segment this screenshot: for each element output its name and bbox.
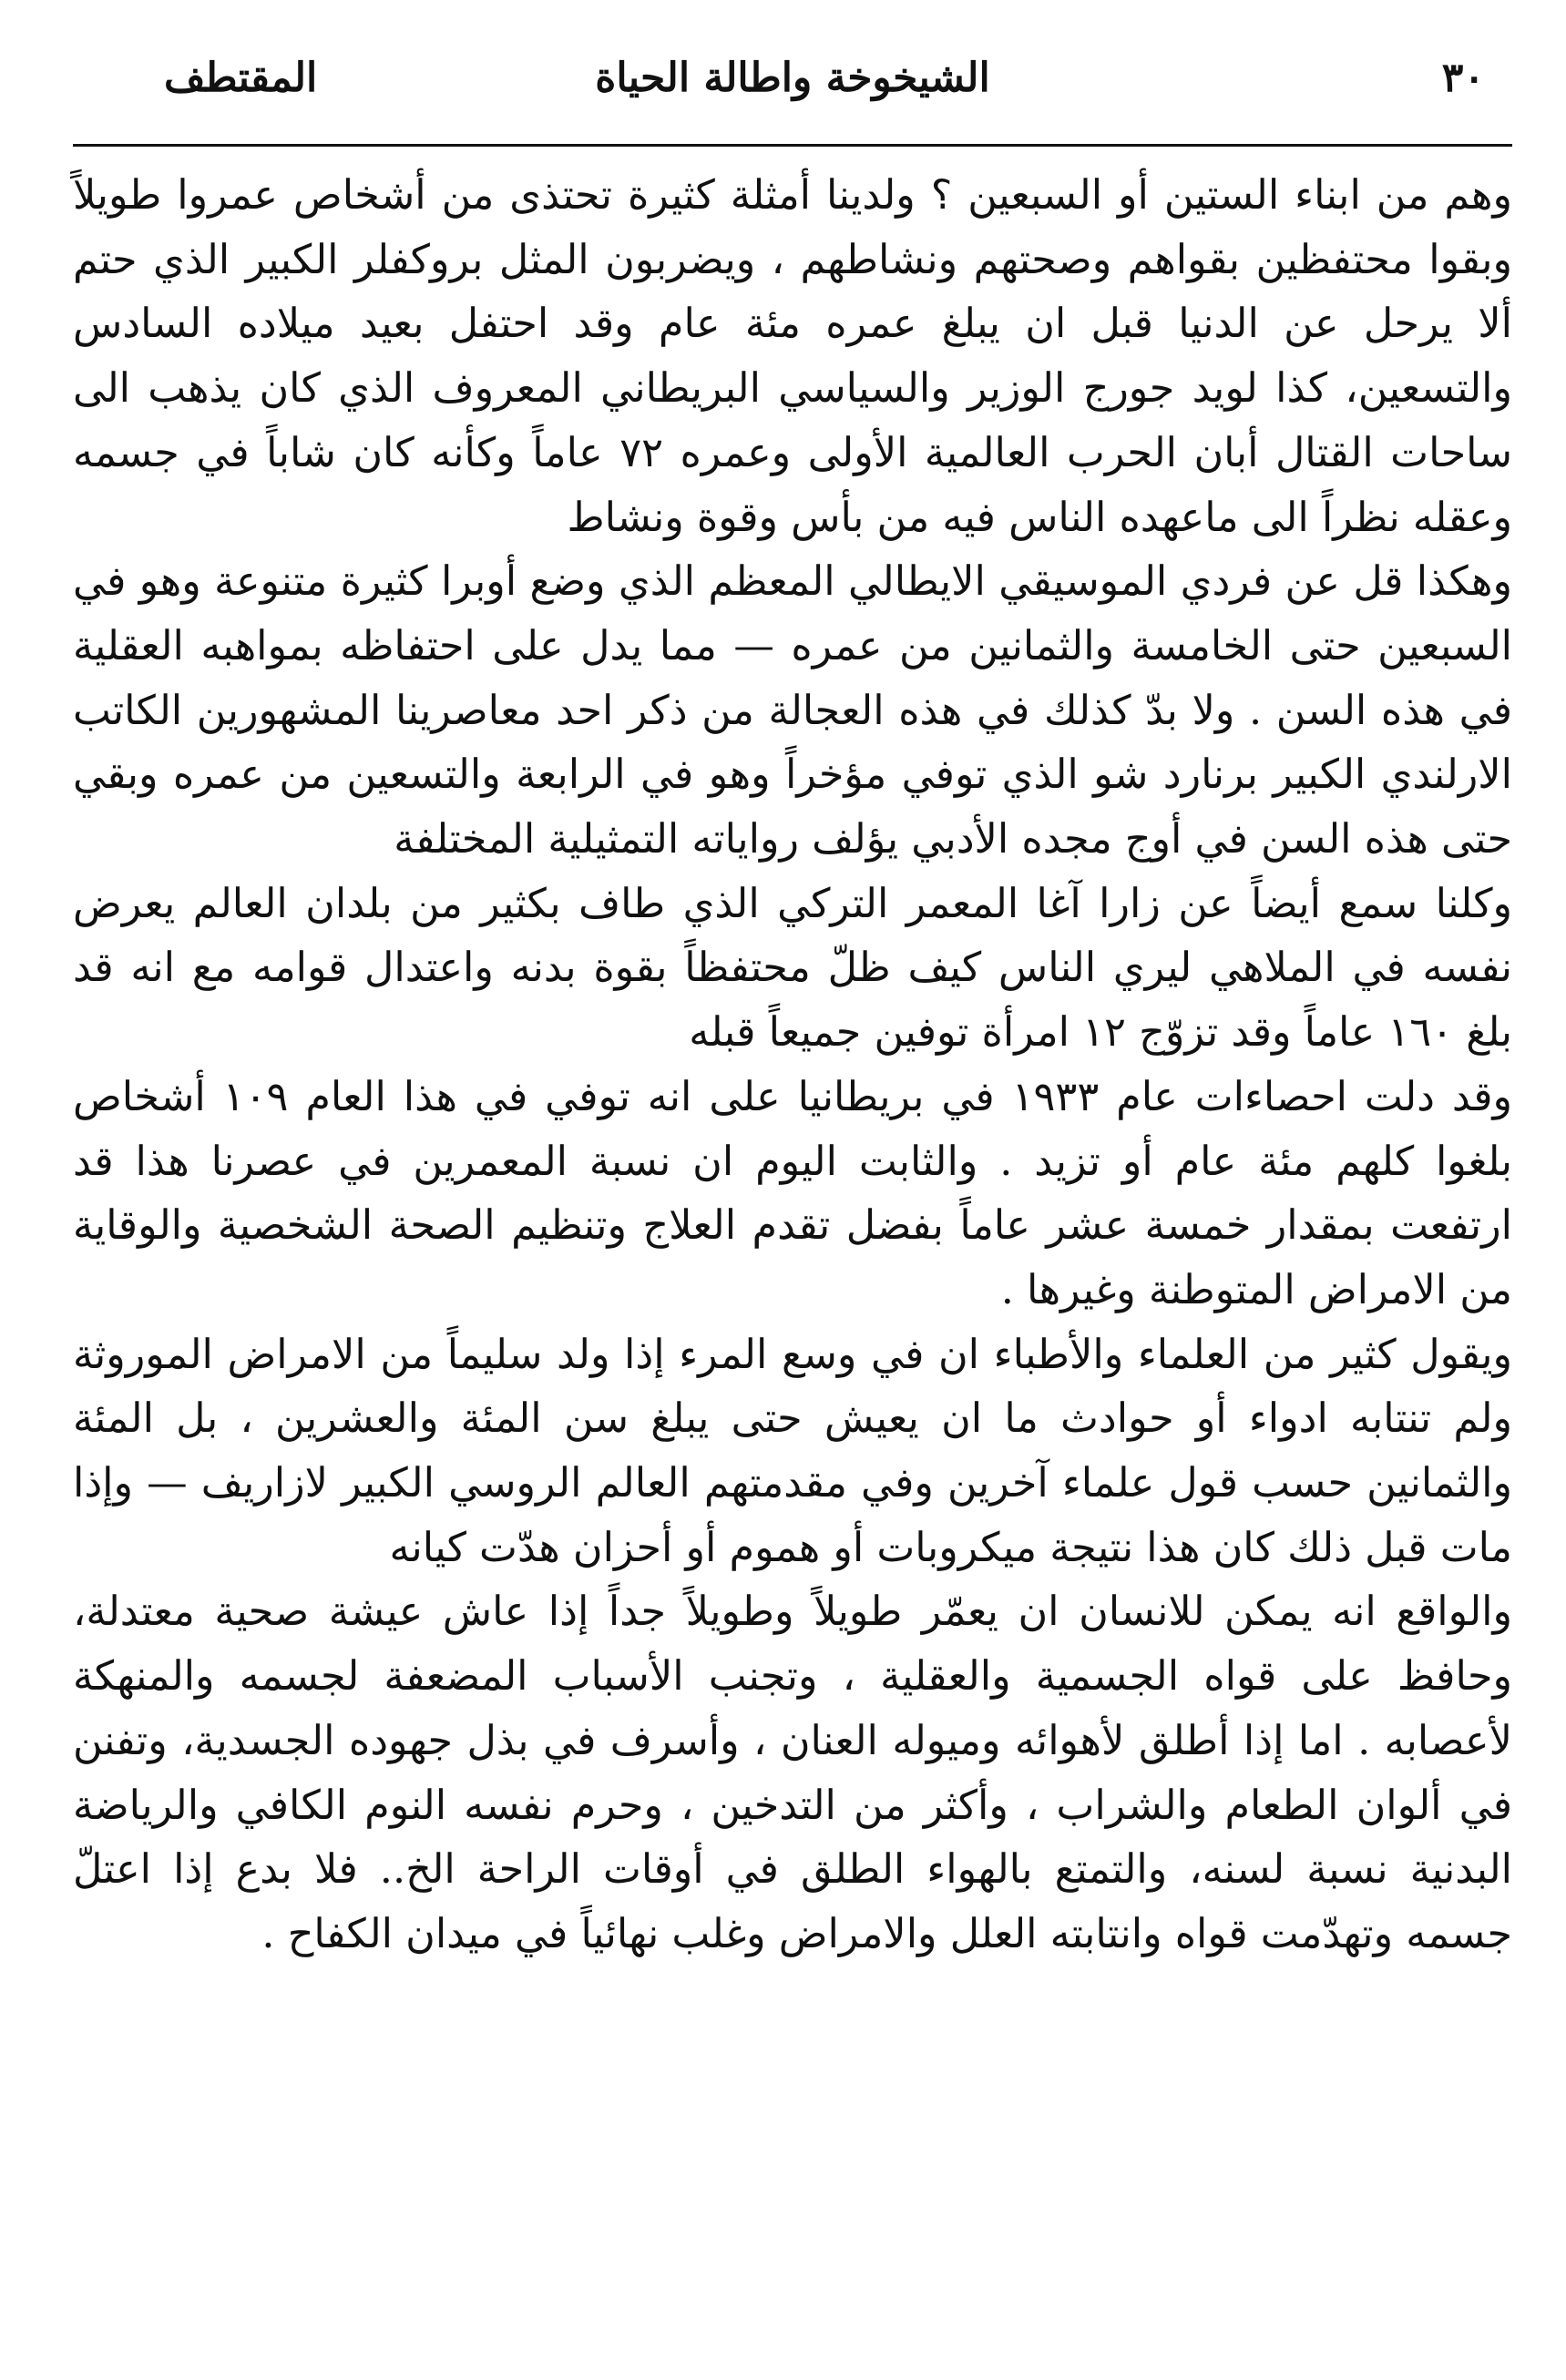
paragraph-2: وهكذا قل عن فردي الموسيقي الايطالي المعظم الذي وضع أوبرا كثيرة متنوعة وهو في السبعين حتى الخامسة والثمانين من عمره — مما يدل على احتفاظه بمواهبه العقلية في هذه السن . ولا بدّ كذلك في هذه العجالة من ذكر احد معاصرينا المشهورين الكاتب الارلندي الكبير برنارد شو الذي توفي مؤخراً وهو في الرابعة والتسعين من عمره وبقي حتى هذه السن في أوج مجده الأدبي يؤلف رواياته التمثيلية المختلفة: [73, 558, 1512, 863]
running-head: [73, 55, 1512, 128]
book-page: [73, 36, 1512, 2350]
article-title: الشيخوخة واطالة الحياة: [595, 55, 990, 101]
journal-name: المقتطف: [164, 55, 318, 101]
paragraph-3: وكلنا سمع أيضاً عن زارا آغا المعمر التركي الذي طاف بكثير من بلدان العالم يعرض نفسه في الملاهي ليري الناس كيف ظلّ محتفظاً بقوة بدنه واعتدال قوامه مع انه قد بلغ ١٦٠ عاماً وقد تزوّج ١٢ امرأة توفين جميعاً قبله: [73, 880, 1512, 1057]
paragraph-5: ويقول كثير من العلماء والأطباء ان في وسع المرء إذا ولد سليماً من الامراض الموروثة ولم تنتابه ادواء أو حوادث ما ان يعيش حتى يبلغ سن المئة والعشرين ، بل المئة والثمانين حسب قول علماء آخرين وفي مقدمتهم العالم الروسي الكبير لازاريف — وإذا مات قبل ذلك كان هذا نتيجة ميكروبات أو هموم أو أحزان هدّت كيانه: [73, 1331, 1512, 1571]
paragraph-6: والواقع انه يمكن للانسان ان يعمّر طويلاً وطويلاً جداً إذا عاش عيشة صحية معتدلة، وحافظ على قواه الجسمية والعقلية ، وتجنب الأسباب المضعفة لجسمه والمنهكة لأعصابه . اما إذا أطلق لأهوائه وميوله العنان ، وأسرف في بذل جهوده الجسدية، وتفنن في ألوان الطعام والشراب ، وأكثر من التدخين ، وحرم نفسه النوم الكافي والرياضة البدنية نسبة لسنه، والتمتع بالهواء الطلق في أوقات الراحة الخ.. فلا بدع إذا اعتلّ جسمه وتهدّمت قواه وانتابته العلل والامراض وغلب نهائياً في ميدان الكفاح .: [73, 1588, 1512, 1957]
article-body: [73, 164, 1512, 1967]
header-rule: [73, 144, 1512, 147]
paragraph-1: وهم من ابناء الستين أو السبعين ؟ ولدينا أمثلة كثيرة تحتذى من أشخاص عمروا طويلاً وبقوا محتفظين بقواهم وصحتهم ونشاطهم ، ويضربون المثل بروكفلر الكبير الذي حتم ألا يرحل عن الدنيا قبل ان يبلغ عمره مئة عام وقد احتفل بعيد ميلاده السادس والتسعين، كذا لويد جورج الوزير والسياسي البريطاني المعروف الذي كان يذهب الى ساحات القتال أبان الحرب العالمية الأولى وعمره ٧٢ عاماً وكأنه كان شاباً في جسمه وعقله نظراً الى ماعهده الناس فيه من بأس وقوة ونشاط: [73, 172, 1512, 541]
page-number: ٣٠: [1441, 55, 1485, 101]
paragraph-4: وقد دلت احصاءات عام ١٩٣٣ في بريطانيا على انه توفي في هذا العام ١٠٩ أشخاص بلغوا كلهم مئة عام أو تزيد . والثابت اليوم ان نسبة المعمرين في عصرنا هذا قد ارتفعت بمقدار خمسة عشر عاماً بفضل تقدم العلاج وتنظيم الصحة الشخصية والوقاية من الامراض المتوطنة وغيرها .: [73, 1073, 1512, 1313]
